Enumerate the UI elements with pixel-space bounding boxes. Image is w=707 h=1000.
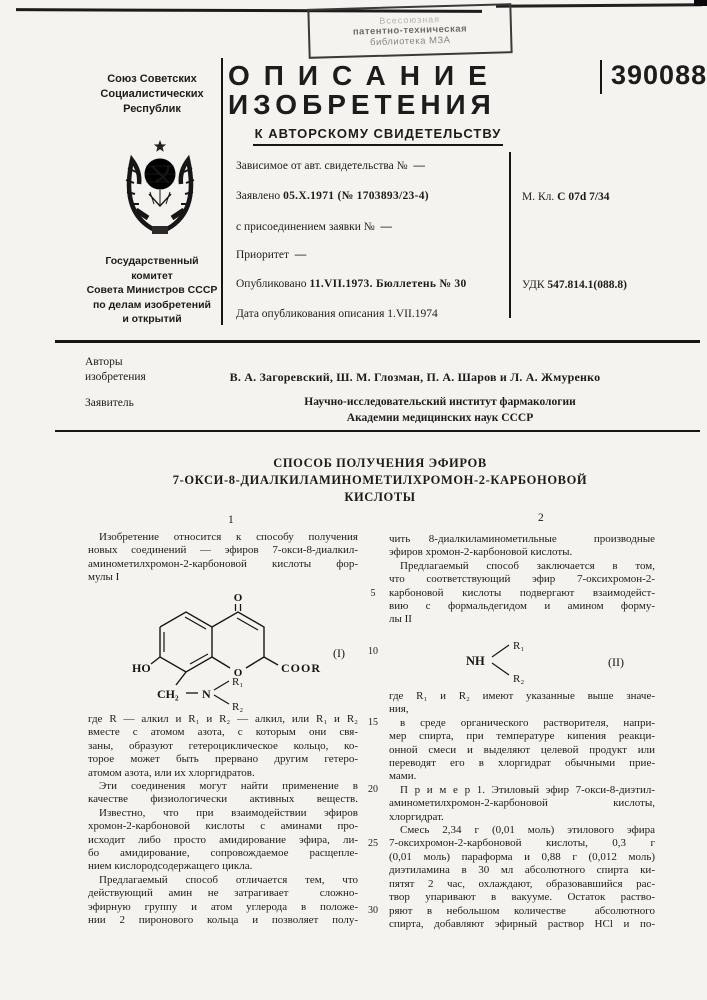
text-line: качестве физиологически активных веществ.	[88, 793, 358, 806]
biblio-row-description-date: Дата опубликования описания 1.VII.1974	[236, 308, 438, 320]
formula1-ho: HO	[132, 661, 151, 675]
text-line: торое может быть прервано другим гетеро-	[88, 753, 358, 766]
subtitle-underline	[253, 144, 503, 146]
applicant-name	[240, 394, 640, 426]
text-line: эфирную группу и атом углерода в положе-	[88, 900, 358, 913]
text-line: Изобретение относится к способу получения	[88, 531, 358, 543]
ussr-emblem	[112, 138, 208, 238]
text-line: хромон-2-карбоновой кислоты с аминами про-	[88, 820, 358, 833]
text-line: действующий амин не затрагивает сложно-	[88, 887, 358, 900]
formula1-r1: R₁	[232, 676, 244, 688]
text-line: пятят 2 час, охлаждают, образовавшийся рас-	[389, 877, 655, 890]
text-line: новых соединений — эфиров 7-окси-8-диалкил-	[88, 544, 358, 557]
line-number: 20	[368, 784, 378, 795]
formula1-r2: R₂	[232, 701, 244, 713]
text-line: Известно, что при взаимодействии эфиров	[88, 806, 358, 819]
text-line: Республик	[123, 103, 181, 115]
text-line: в среде органического растворителя, напри-	[389, 716, 655, 729]
text-line: нием кислородсодержащего цикла.	[88, 860, 253, 873]
text-line: переводят его в хлоргидрат обычными прие-	[389, 757, 655, 770]
right-column-text	[389, 533, 655, 627]
stamp-line: патентно-техническая	[352, 23, 468, 38]
text-line: Научно-исследовательский институт фармакологии	[304, 396, 576, 408]
text-line: 7-ОКСИ-8-ДИАЛКИЛАМИНОМЕТИЛХРОМОН-2-КАРБОНОВОЙ	[172, 473, 588, 487]
text-line: атомом азота, или их хлоргидратов.	[88, 766, 255, 779]
text-line: бо амидирование, сопровождаемое расщепле-	[88, 847, 358, 860]
scan-artifact-line	[496, 3, 702, 7]
text-line: где R₁ и R₂ имеют указанные выше значе-	[389, 690, 655, 702]
biblio-row-published: Опубликовано 11.VII.1973. Бюллетень № 30	[236, 278, 467, 290]
text-line: мер спирта, при температуре кипения реакци-	[389, 730, 655, 743]
text-line: 7-оксихромон-2-карбоновой кислоты, 0,3 г	[389, 837, 655, 850]
formula1-ring-o: O	[233, 667, 243, 679]
formula1-label: (I)	[333, 646, 345, 660]
udk-code: УДК 547.814.1(088.8)	[522, 279, 627, 291]
text-line: по делам изобретений	[92, 298, 212, 311]
text-line: карбоновой кислоты подвергают взаимодейст-	[389, 586, 655, 599]
formula1-ketone-o: O	[233, 592, 243, 604]
stamp-line: Всесоюзная	[379, 14, 441, 26]
text-line: Предлагаемый способ заключается в том,	[389, 559, 655, 572]
text-line: диэтиламина в 30 мл абсолютного спирта ки-	[389, 864, 655, 877]
stamp-line: библиотека МЗА	[369, 34, 451, 49]
line-number: 25	[368, 838, 378, 849]
text-line: исходит либо просто амидирование эфира, ли-	[88, 833, 358, 846]
divider-vertical-left	[221, 58, 223, 325]
scan-artifact-mark	[694, 0, 707, 6]
text-line: хлоргидрат.	[389, 810, 444, 823]
text-line: онной смеси и выделяют целевой продукт или	[389, 743, 655, 756]
biblio-row-priority: Приоритет —	[236, 249, 307, 261]
formula2-label: (II)	[608, 655, 624, 669]
divider-horizontal	[55, 340, 700, 343]
column-1-header: 1	[228, 514, 234, 526]
text-line: ряют в небольшом количестве абсолютного	[389, 904, 655, 917]
text-line: нии 2 пиронового кольца и позволяет полу-	[88, 914, 358, 927]
text-line: П р и м е р 1. Этиловый эфир 7-окси-8-диэтил-	[389, 783, 655, 796]
formula1-n: N	[202, 687, 211, 701]
text-line: аминометилхромон-2-карбоновой кислоты фор-	[88, 557, 358, 570]
text-line: эфиров хромон-2-карбоновой кислоты.	[389, 546, 573, 559]
line-number: 30	[368, 905, 378, 916]
text-line: СПОСОБ ПОЛУЧЕНИЯ ЭФИРОВ	[273, 456, 487, 470]
left-column-text	[88, 531, 358, 585]
line-number: 10	[368, 646, 378, 657]
formula1-coor: COOR	[281, 661, 321, 675]
text-line: вию с формальдегидом и амином форму-	[389, 600, 655, 613]
formula2-r2: R₂	[513, 673, 525, 685]
doc-title-word-1: ОПИСАНИЕ	[228, 60, 501, 91]
committee-name	[86, 254, 218, 327]
text-line: Совета Министров СССР	[86, 284, 218, 296]
text-line: спирта, добавляют эфирный раствор HCl и по-	[389, 917, 655, 930]
biblio-row-filed: Заявлено 05.X.1971 (№ 1703893/23-4)	[236, 190, 429, 202]
text-line: КИСЛОТЫ	[344, 490, 416, 504]
doc-title-word-2: ИЗОБРЕТЕНИЯ	[228, 89, 496, 120]
text-line: Эти соединения могут найти применение в	[88, 780, 358, 793]
column-2-header: 2	[538, 512, 544, 524]
text-line: чить 8-диалкиламинометильные производные	[389, 533, 655, 545]
text-line: что соответствующий эфир 7-оксихромон-2-	[389, 573, 655, 586]
doc-subtitle: К АВТОРСКОМУ СВИДЕТЕЛЬСТВУ	[254, 126, 502, 141]
text-line: лы II	[389, 613, 412, 626]
invention-title	[60, 455, 700, 506]
authors-names: В. А. Загоревский, Ш. М. Глозман, П. А. Шаров и Л. А. Жмуренко	[229, 370, 601, 384]
divider-vertical-number	[600, 60, 602, 94]
text-line: ния,	[389, 703, 409, 716]
divider-horizontal	[55, 430, 700, 432]
chemical-formula-I	[130, 591, 360, 713]
chemical-formula-II	[388, 628, 648, 686]
text-line: Предлагаемый способ отличается тем, что	[88, 873, 358, 886]
biblio-row-dependent: Зависимое от авт. свидетельства № —	[236, 160, 426, 172]
text-line: мами.	[389, 770, 417, 783]
classification-code: М. Кл. C 07d 7/34	[522, 191, 610, 203]
text-line: Государственный комитет	[105, 255, 202, 282]
text-line: где R — алкил и R₁ и R₂ — алкил, или R₁ и R₂	[88, 713, 358, 725]
text-line: мулы I	[88, 571, 120, 584]
line-number: 5	[370, 588, 376, 599]
union-name	[86, 72, 218, 117]
library-stamp	[307, 3, 512, 59]
text-line: Союз Советских	[107, 73, 197, 85]
text-line: твор упаривают в вакууме. Остаток раство-	[389, 891, 655, 904]
left-column-text	[88, 713, 358, 928]
divider-vertical-right	[509, 152, 511, 318]
text-line: заны, образуют гетероциклическое кольцо, ко-	[88, 739, 358, 752]
text-line: (0,01 моль) параформа и 0,88 г (0,012 моль)	[389, 850, 655, 863]
applicant-label: Заявитель	[85, 397, 134, 409]
document-number: 390088	[611, 60, 707, 90]
biblio-row-joined-application: с присоединением заявки № —	[236, 221, 393, 233]
text-line: Смесь 2,34 г (0,01 моль) этилового эфира	[389, 824, 655, 837]
right-column-text	[389, 690, 655, 931]
line-number: 15	[368, 717, 378, 728]
authors-label: Авторы	[85, 356, 123, 368]
formula2-nh: NH	[466, 654, 485, 668]
formula2-r1: R₁	[513, 640, 525, 652]
text-line: аминометилхромон-2-карбоновой кислоты,	[389, 797, 655, 810]
formula1-ch2: CH₂	[157, 687, 179, 701]
text-line: Академии медицинских наук СССР	[346, 412, 534, 424]
text-line: Социалистических	[100, 88, 204, 100]
authors-label: изобретения	[85, 371, 146, 383]
text-line: вместе с атомом азота, с которым они свя-	[88, 726, 358, 739]
text-line: и открытий	[122, 313, 182, 325]
